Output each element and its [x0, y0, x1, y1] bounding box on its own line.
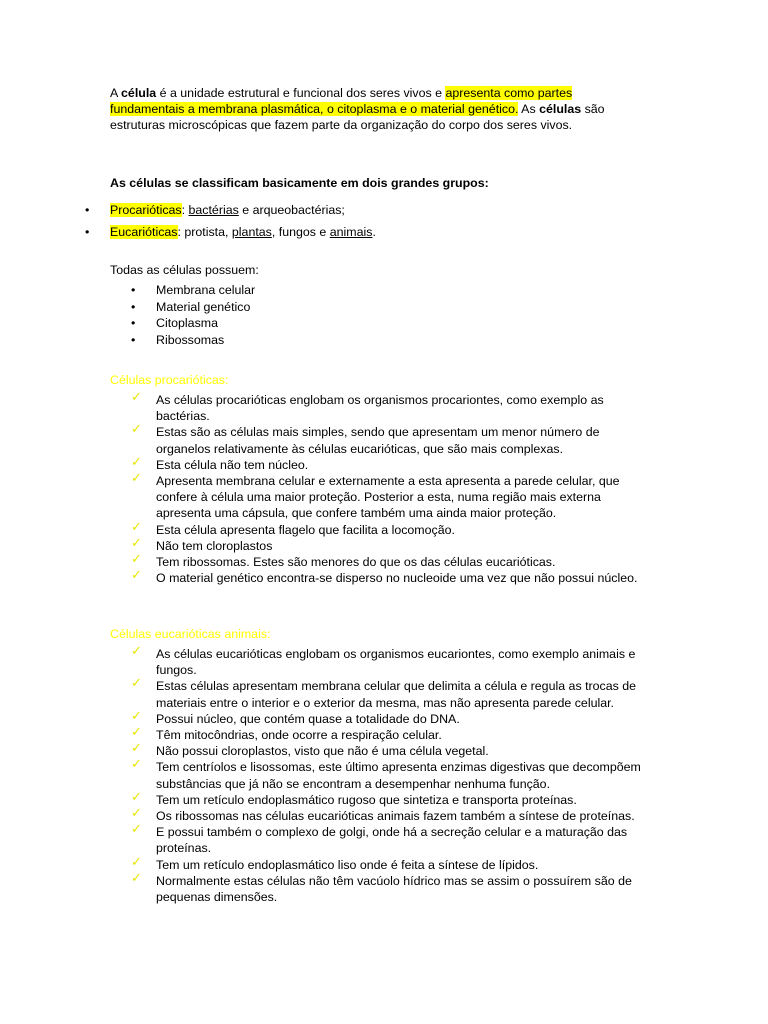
list-item [0, 453, 656, 473]
item-text: Possui núcleo, que contém quase a totalidade do DNA. [156, 711, 460, 726]
components-list [0, 282, 255, 349]
list-item [0, 788, 656, 808]
check-icon: ✓ [131, 470, 142, 486]
bullet-icon: • [131, 333, 136, 348]
item-text: As células procarióticas englobam os organismos procariontes, como exemplo as bactérias. [156, 393, 604, 424]
item-text: Têm mitocôndrias, onde ocorre a respiração celular. [156, 728, 442, 743]
list-item [0, 869, 656, 905]
list-item [0, 470, 656, 522]
item-text: Não tem cloroplastos [156, 538, 273, 553]
prokaryotic-list [0, 389, 768, 586]
check-icon: ✓ [131, 453, 142, 469]
list-item [0, 853, 656, 873]
link-plantas[interactable]: plantas [231, 225, 272, 239]
group-text: , fungos e [271, 225, 330, 239]
list-item [0, 518, 656, 538]
list-item-eucarioticas [0, 224, 768, 246]
cell-groups-list [0, 202, 768, 246]
item-text: Tem centríolos e lisossomas, este último apresenta enzimas digestivas que decompõem substâncias que já não se encontram a desempenhar nenhuma função. [156, 760, 641, 791]
item-text: Apresenta membrana celular e externamente a esta apresenta a parede celular, que confere à célula uma maior proteção. Posterior a esta, numa região mais externa apresenta uma cápsula, que confere também uma ainda maior proteção. [156, 474, 620, 521]
check-icon: ✓ [131, 567, 142, 583]
component-text: Ribossomas [156, 333, 225, 348]
item-text: Esta célula não tem núcleo. [156, 457, 309, 472]
intro-text: são estruturas microscópicas que fazem parte da organização do corpo dos seres vivos. [110, 102, 605, 133]
item-text: E possui também o complexo de golgi, onde há a secreção celular e a maturação das proteínas. [156, 825, 628, 856]
list-item [0, 332, 255, 349]
bullet-icon: • [131, 299, 136, 314]
check-icon: ✓ [131, 551, 142, 567]
list-item [0, 805, 656, 824]
intro-text: As [518, 102, 540, 117]
group-text: . [372, 225, 376, 239]
item-text: O material genético encontra-se disperso no nucleoide uma vez que não possui núcleo. [156, 571, 638, 586]
bullet-icon: • [131, 283, 136, 297]
check-icon: ✓ [131, 756, 142, 772]
group-text: : [181, 203, 189, 217]
item-text: Tem ribossomas. Estes são menores do que os das células eucarióticas. [156, 555, 556, 570]
bullet-icon: • [85, 225, 90, 239]
check-icon: ✓ [131, 869, 142, 885]
group-text: : protista, [177, 225, 232, 239]
intro-paragraph [110, 85, 610, 134]
item-text: As células eucarióticas englobam os organismos eucariontes, como exemplo animais e fungos. [156, 647, 636, 678]
list-item [0, 567, 656, 586]
component-text: Material genético [156, 299, 251, 314]
list-item [0, 389, 656, 424]
check-icon: ✓ [131, 853, 142, 869]
bullet-icon: • [85, 203, 90, 217]
list-item [0, 643, 656, 678]
intro-bold-celulas: células [539, 102, 582, 117]
intro-text: é a unidade estrutural e funcional dos seres vivos e [156, 86, 446, 100]
component-text: Citoplasma [156, 316, 218, 331]
check-icon: ✓ [131, 788, 142, 804]
check-icon: ✓ [131, 518, 142, 534]
section-heading: As células se classificam basicamente em dois grandes grupos: [110, 176, 489, 190]
list-item [0, 740, 656, 759]
item-text: Tem um retículo endoplasmático rugoso que sintetiza e transporta proteínas. [156, 792, 577, 807]
eukaryotic-list [0, 643, 768, 905]
check-icon: ✓ [131, 821, 142, 837]
group-name: Eucarióticas [110, 225, 178, 239]
list-item [0, 282, 255, 299]
link-animais[interactable]: animais [329, 225, 373, 239]
group-name: Procarióticas [110, 203, 182, 217]
check-icon: ✓ [131, 675, 142, 691]
bullet-icon: • [131, 316, 136, 331]
list-item [0, 724, 656, 743]
check-icon: ✓ [131, 805, 142, 821]
eukaryotic-title: Células eucarióticas animais: [110, 627, 271, 641]
check-icon: ✓ [131, 421, 142, 437]
check-icon: ✓ [131, 707, 142, 723]
link-bacterias[interactable]: bactérias [188, 203, 239, 217]
list-item [0, 551, 656, 570]
prokaryotic-title: Células procarióticas: [110, 373, 229, 387]
item-text: Não possui cloroplastos, visto que não é uma célula vegetal. [156, 744, 489, 759]
item-text: Os ribossomas nas células eucarióticas animais fazem também a síntese de proteínas. [156, 809, 635, 824]
check-icon: ✓ [131, 389, 142, 404]
group-text: e arqueobactérias; [238, 203, 345, 217]
list-item [0, 534, 656, 554]
list-item [0, 821, 656, 856]
list-item [0, 707, 656, 727]
check-icon: ✓ [131, 724, 142, 740]
item-text: Estas são as células mais simples, sendo que apresentam um menor número de organelos relativamente às células eucarióticas, que são mais complexas. [156, 425, 600, 456]
item-text: Esta célula apresenta flagelo que facilita a locomoção. [156, 522, 455, 537]
check-icon: ✓ [131, 534, 142, 550]
check-icon: ✓ [131, 740, 142, 756]
components-intro: Todas as células possuem: [110, 263, 259, 277]
list-item [0, 421, 656, 456]
component-text: Membrana celular [156, 283, 256, 297]
intro-highlight: apresenta como partes fundamentais a membrana plasmática, o citoplasma e o material genético. [110, 86, 573, 117]
list-item [0, 299, 255, 316]
list-item-procarioticas [0, 202, 768, 224]
item-text: Tem um retículo endoplasmático liso onde é feita a síntese de lípidos. [156, 857, 539, 872]
intro-bold-celula: célula [121, 86, 157, 100]
list-item [0, 756, 656, 791]
check-icon: ✓ [131, 643, 142, 658]
item-text: Estas células apresentam membrana celular que delimita a célula e regula as trocas de materiais entre o interior e o exterior da mesma, mas não apresenta parede celular. [156, 679, 637, 710]
item-text: Normalmente estas células não têm vacúolo hídrico mas se assim o possuírem são de pequenas dimensões. [156, 873, 632, 905]
list-item [0, 675, 656, 710]
list-item [0, 315, 255, 332]
intro-text: A [110, 86, 122, 100]
